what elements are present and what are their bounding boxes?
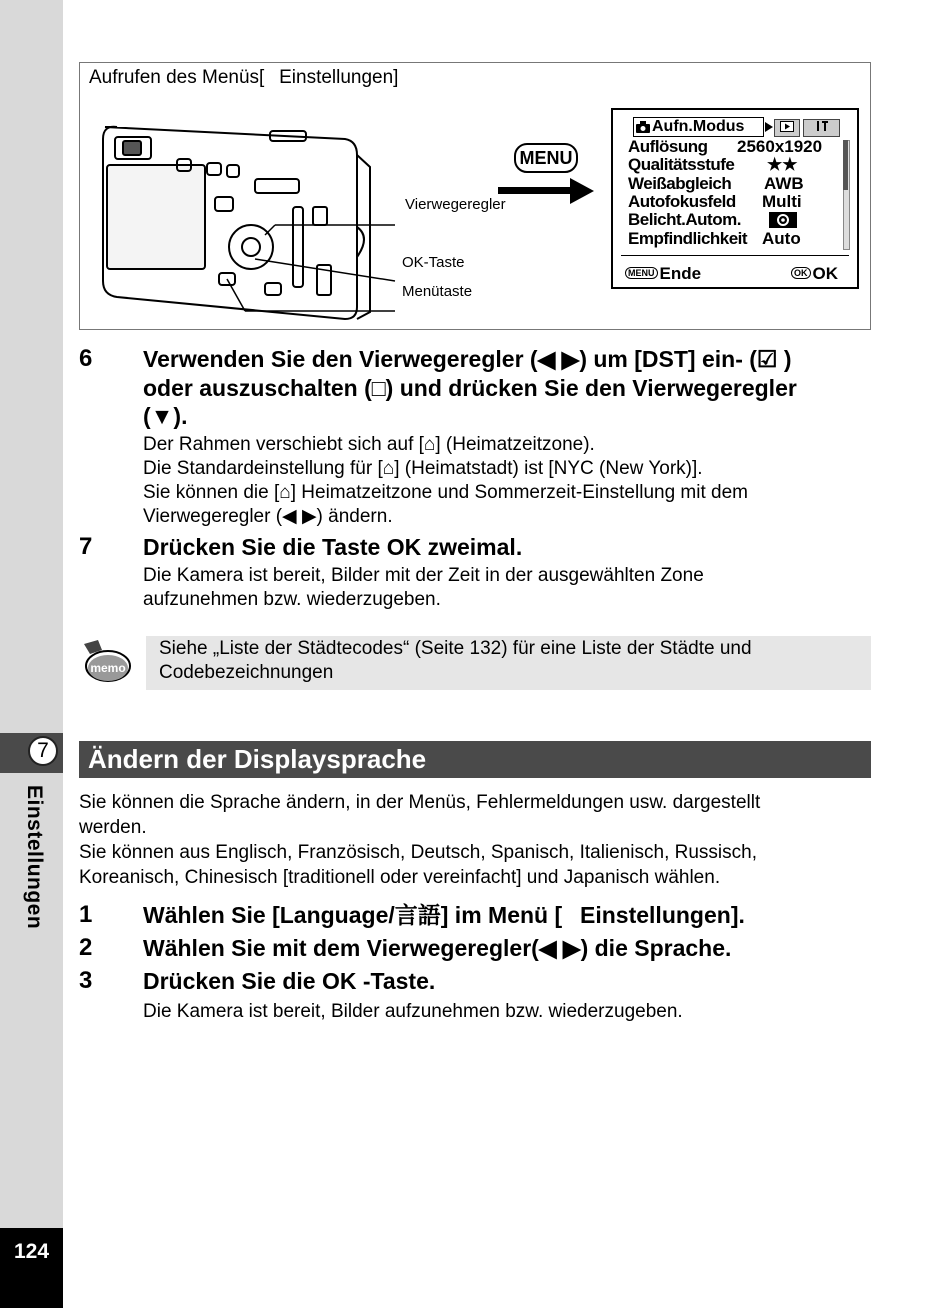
step-body-line: Der Rahmen verschiebt sich auf [⌂] (Heimatzeitzone). (143, 434, 595, 455)
step-number: 2 (79, 934, 93, 961)
memo-icon (80, 638, 132, 684)
lcd-tab-record-label: Aufn.Modus (652, 118, 745, 135)
lcd-row-value: AWB (764, 174, 804, 193)
camera-icon (636, 121, 650, 133)
lcd-tab-playback (774, 119, 800, 137)
lcd-footer-ok-label: OK (812, 264, 838, 283)
lcd-footer-ok (791, 264, 838, 284)
step-heading-line: Wählen Sie mit dem Vierwegeregler(◀ ▶) die Sprache. (143, 935, 732, 961)
step-number: 7 (79, 533, 93, 560)
lcd-footer-exit-label: Ende (659, 264, 702, 283)
right-arrow-icon (498, 175, 596, 209)
step-heading-line: (▼). (143, 403, 188, 429)
lcd-footer-exit (625, 264, 701, 284)
step-number: 3 (79, 967, 93, 994)
lcd-row-label: Belicht.Autom. (628, 210, 741, 229)
step-heading-line: Drücken Sie die OK -Taste. (143, 968, 436, 994)
step-body-line: Die Kamera ist bereit, Bilder mit der Zeit in der ausgewählten Zone (143, 565, 704, 586)
step-heading-line: oder auszuschalten (□) und drücken Sie den Vierwegeregler (143, 375, 797, 401)
menu-figure (79, 62, 871, 330)
memo-text (159, 637, 752, 685)
lcd-row-label: Autofokusfeld (628, 192, 736, 211)
metering-icon (768, 211, 798, 229)
figure-title: Aufrufen des Menüs[ Einstellungen] (89, 67, 399, 88)
lcd-row-value: Auto (762, 229, 801, 248)
memo-line: Codebezeichnungen (159, 662, 334, 683)
lcd-divider (621, 255, 849, 256)
camera-illustration (95, 107, 415, 327)
ok-key-icon: OK (791, 267, 811, 279)
lcd-tab-setup (803, 119, 840, 137)
tab-pointer-icon (765, 122, 773, 132)
lcd-scrollbar-thumb (843, 140, 848, 190)
step-body-line: Die Standardeinstellung für [⌂] (Heimatstadt) ist [NYC (New York)]. (143, 458, 703, 479)
step-body-line: Vierwegeregler (◀ ▶) ändern. (143, 506, 393, 527)
lcd-row-value: Multi (762, 192, 802, 211)
lcd-menu-screen (611, 108, 859, 289)
section-title: Ändern der Displaysprache (88, 744, 427, 774)
menu-key-symbol: MENU (514, 143, 578, 173)
lcd-row-value: ★★ (767, 155, 798, 174)
step-number: 1 (79, 901, 93, 928)
page-number: 124 (13, 1240, 50, 1263)
chapter-label: Einstellungen (23, 785, 46, 930)
step-heading-line: Drücken Sie die Taste OK zweimal. (143, 534, 523, 560)
step-body-line: Sie können die [⌂] Heimatzeitzone und Sommerzeit-Einstellung mit dem (143, 482, 748, 503)
lcd-row-label: Empfindlichkeit (628, 229, 748, 248)
section-intro-line: Koreanisch, Chinesisch [traditionell oder vereinfacht] und Japanisch wählen. (79, 867, 721, 888)
sidebar (0, 0, 63, 1308)
section-intro-line: werden. (79, 817, 147, 838)
callout-ok-button: OK-Taste (402, 254, 465, 271)
chapter-number: 7 (28, 736, 58, 766)
step-heading-line: Wählen Sie [Language/言語] im Menü [ Einstellungen]. (143, 902, 745, 928)
lcd-row-label: Auflösung (628, 137, 708, 156)
wrench-icon (815, 120, 829, 132)
memo-icon-label: memo (90, 661, 126, 675)
menu-key-icon: MENU (625, 267, 658, 279)
lcd-row-value: 2560x1920 (737, 137, 823, 156)
memo-line: Siehe „Liste der Städtecodes“ (Seite 132) für eine Liste der Städte und (159, 638, 752, 659)
callout-four-way-controller: Vierwegeregler (405, 196, 506, 213)
callout-menu-button: Menütaste (402, 283, 473, 300)
lcd-tab-record (633, 117, 764, 137)
step-heading-line: Verwenden Sie den Vierwegeregler (◀ ▶) um [DST] ein- (☑ ) (143, 346, 792, 372)
playback-icon (780, 121, 794, 132)
section-intro-line: Sie können aus Englisch, Französisch, Deutsch, Spanisch, Italienisch, Russisch, (79, 842, 757, 863)
lcd-row-label: Qualitätsstufe (628, 155, 735, 174)
lcd-row-label: Weißabgleich (628, 174, 732, 193)
step-number: 6 (79, 345, 93, 372)
step-body-line: Die Kamera ist bereit, Bilder aufzunehmen bzw. wiederzugeben. (143, 1001, 683, 1022)
step-body-line: aufzunehmen bzw. wiederzugeben. (143, 589, 441, 610)
section-intro-line: Sie können die Sprache ändern, in der Menüs, Fehlermeldungen usw. dargestellt (79, 792, 761, 813)
